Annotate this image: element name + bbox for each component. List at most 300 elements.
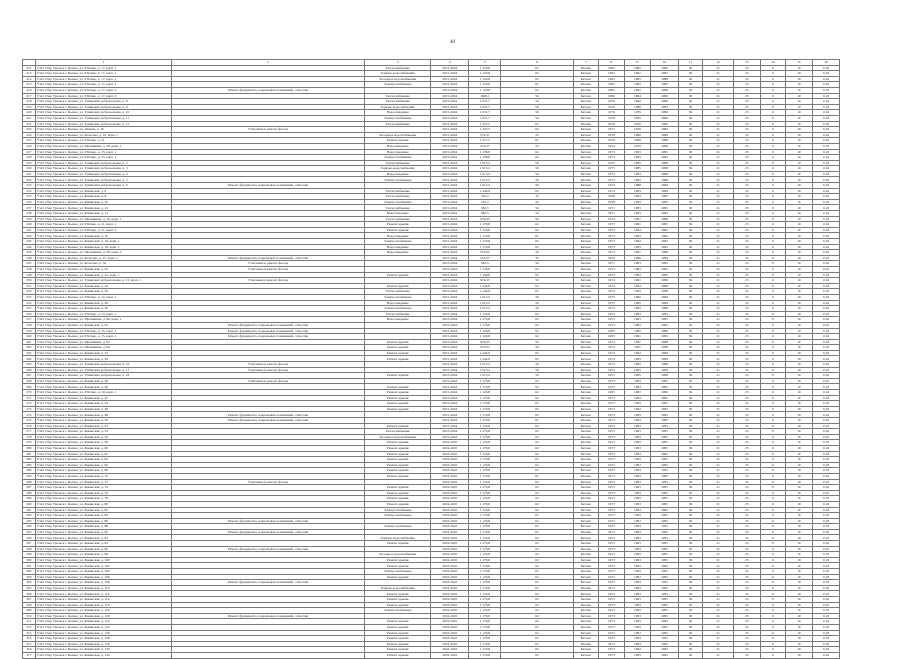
table-cell: 1995	[651, 602, 679, 608]
table-cell: 50	[678, 574, 702, 580]
table-cell: 0	[760, 82, 786, 88]
table-cell: Водоотведение	[365, 250, 431, 256]
table-cell: 21	[703, 445, 734, 451]
table-cell: 1973	[599, 418, 625, 424]
table-cell: 1995	[651, 619, 679, 625]
table-cell: Водоотведение	[365, 171, 431, 177]
table-cell: 2016-2045	[431, 613, 469, 619]
table-cell: 2015-2044	[431, 110, 469, 116]
table-cell: 221	[23, 115, 36, 121]
table-cell: 62	[501, 597, 573, 603]
table-cell: 25	[734, 71, 761, 77]
table-cell: 0	[760, 636, 786, 642]
table-cell: 50	[678, 418, 702, 424]
table-cell: 62	[501, 233, 573, 239]
table-cell: 1965	[599, 71, 625, 77]
table-cell: 0	[760, 434, 786, 440]
table-cell: 1973	[599, 451, 625, 457]
table-cell: 56	[501, 261, 573, 267]
table-cell: 0,16	[812, 278, 840, 284]
table-cell: 1965	[624, 82, 651, 88]
table-cell: 21	[703, 563, 734, 569]
table-cell: 1993	[624, 608, 651, 614]
table-cell: 21	[703, 160, 734, 166]
table-cell: 21	[703, 557, 734, 563]
table-cell: 2016-2045	[431, 552, 469, 558]
table-cell: 301	[23, 563, 36, 569]
table-cell: 1995	[651, 630, 679, 636]
table-cell: 21	[703, 110, 734, 116]
table-cell: 1993	[624, 283, 651, 289]
table-cell: 1973	[599, 272, 625, 278]
table-cell: 1993	[624, 429, 651, 435]
table-cell: 0,16	[812, 350, 840, 356]
table-cell: 1995	[624, 373, 651, 379]
table-cell: 50	[678, 244, 702, 250]
table-cell: 1 170,8	[469, 652, 501, 658]
table-cell: 21	[703, 289, 734, 295]
table-cell: 0,16	[812, 501, 840, 507]
table-cell: 10	[786, 395, 813, 401]
table-cell: 1975	[599, 171, 625, 177]
table-cell: 50	[678, 613, 702, 619]
table-cell: 0	[760, 563, 786, 569]
table-cell: 21	[703, 261, 734, 267]
table-cell: 25	[734, 205, 761, 211]
table-cell: Ремонт фундамента, подвальных помещений, отмостки	[171, 418, 364, 424]
table-cell: 2015-2044	[431, 138, 469, 144]
table-cell: 1995	[651, 440, 679, 446]
table-cell: 21	[703, 345, 734, 351]
table-cell: 32	[501, 199, 573, 205]
table-cell: Бетонн	[573, 339, 599, 345]
table-cell: 1993	[624, 563, 651, 569]
table-cell: 0	[760, 250, 786, 256]
table-cell: 10	[786, 641, 813, 647]
table-cell: 0	[760, 485, 786, 491]
table-cell: 1973	[599, 227, 625, 233]
table-cell: 21	[703, 378, 734, 384]
table-cell: 1973	[599, 149, 625, 155]
table-cell: 50	[678, 518, 702, 524]
table-cell: 25	[734, 132, 761, 138]
table-cell: 1993	[624, 239, 651, 245]
table-cell: 257	[23, 317, 36, 323]
table-cell: 1973	[599, 311, 625, 317]
table-cell: 21	[703, 350, 734, 356]
table-cell: 1985	[624, 76, 651, 82]
table-cell: 1993	[624, 652, 651, 658]
table-cell: 56	[501, 104, 573, 110]
table-cell: Учёт Сбер Уральск г. Кызыл, ул. Тувинских добровольцев, д. 10	[35, 110, 171, 116]
table-cell: 0	[760, 630, 786, 636]
table-cell: 1995	[651, 597, 679, 603]
table-cell: 50	[678, 104, 702, 110]
table-cell: 0	[760, 99, 786, 105]
table-cell: 1995	[651, 334, 679, 340]
table-cell: 1993	[624, 244, 651, 250]
table-cell: 10	[786, 121, 813, 127]
table-cell: 0,16	[812, 272, 840, 278]
table-cell: Учёт Сбер Уральск г. Кызыл, ул. Бакинская, д. 12	[35, 205, 171, 211]
table-cell: 25	[734, 602, 761, 608]
table-cell: 21	[703, 501, 734, 507]
table-cell: 25	[734, 423, 761, 429]
table-cell: 21	[703, 87, 734, 93]
table-cell: 2015-2044	[431, 390, 469, 396]
table-cell: Бетонн	[573, 121, 599, 127]
table-cell: 1958	[599, 194, 625, 200]
table-cell: Бетонн	[573, 362, 599, 368]
table-cell: 0	[760, 328, 786, 334]
table-cell: 974,95	[469, 278, 501, 284]
table-cell: 62	[501, 546, 573, 552]
table-cell: Учёт Сбер Уральск г. Кызыл, ул. Р Батыр, д. 11, корп. 2	[35, 227, 171, 233]
table-cell: 279	[23, 440, 36, 446]
table-cell: 1 170,8	[469, 507, 501, 513]
table-cell: 2016-2045	[431, 602, 469, 608]
table-cell: 1 170,8	[469, 457, 501, 463]
table-cell: 0,16	[812, 630, 840, 636]
table-cell: 289	[23, 496, 36, 502]
table-cell: 0,16	[812, 250, 840, 256]
table-cell: 1973	[599, 597, 625, 603]
table-cell: 10	[786, 82, 813, 88]
table-cell: 1993	[624, 322, 651, 328]
table-cell: 10	[786, 580, 813, 586]
table-cell: 1 170,8	[469, 585, 501, 591]
table-cell: 0	[760, 183, 786, 189]
table-cell: 1995	[651, 211, 679, 217]
table-cell: 10	[786, 289, 813, 295]
table-cell: 62	[501, 468, 573, 474]
table-cell: 1993	[624, 451, 651, 457]
table-cell: 21	[703, 597, 734, 603]
table-cell: 25	[734, 143, 761, 149]
table-cell: 0,16	[812, 261, 840, 267]
table-cell: 248	[23, 266, 36, 272]
table-cell: 21	[703, 294, 734, 300]
table-cell: 0	[760, 132, 786, 138]
table-cell: 10	[786, 211, 813, 217]
table-cell: Учёт Сбер Уральск г. Кызыл, ул. Бакинская, д. 104	[35, 569, 171, 575]
table-cell: 262	[23, 345, 36, 351]
table-cell: 1998	[651, 289, 679, 295]
table-cell: 25	[734, 306, 761, 312]
table-cell: Водоотведение	[365, 300, 431, 306]
table-cell: 1993	[624, 395, 651, 401]
table-cell: 25	[734, 272, 761, 278]
table-cell: 1 015,2	[469, 306, 501, 312]
table-cell: 2015-2044	[431, 339, 469, 345]
table-cell: 1998	[651, 132, 679, 138]
table-cell: 1973	[599, 569, 625, 575]
table-cell: 1965	[599, 76, 625, 82]
table-cell: 2015-2044	[431, 406, 469, 412]
table-cell: 1973	[599, 591, 625, 597]
table-cell: 219	[23, 104, 36, 110]
table-cell: Ремонт крыши	[365, 406, 431, 412]
table-cell: 1995	[651, 641, 679, 647]
table-cell: 236	[23, 199, 36, 205]
table-cell: 10	[786, 115, 813, 121]
table-cell: 238	[23, 211, 36, 217]
table-cell: 10	[786, 188, 813, 194]
table-cell: 0,16	[812, 440, 840, 446]
table-cell: 10	[786, 619, 813, 625]
table-cell: Бетонн	[573, 132, 599, 138]
table-cell: 1990	[651, 328, 679, 334]
table-cell: Учёт Сбер Уральск г. Кызыл, ул. Тувинских добровольцев, д. 3	[35, 166, 171, 172]
table-cell: 2015-2044	[431, 177, 469, 183]
table-cell: 0	[760, 76, 786, 82]
table-cell: 10	[786, 244, 813, 250]
table-cell: Теплоснабжение	[365, 429, 431, 435]
table-cell: 1993	[624, 356, 651, 362]
table-cell: 1 170,8	[469, 317, 501, 323]
table-cell: Учёт Сбер Уральск г. Кызыл, ул. Бакинская, д. 76	[35, 490, 171, 496]
table-cell: 1988	[651, 76, 679, 82]
table-cell: 0	[760, 418, 786, 424]
table-cell: 25	[734, 171, 761, 177]
table-cell: 1971	[599, 211, 625, 217]
table-cell: 2015-2044	[431, 160, 469, 166]
table-cell: 21	[703, 244, 734, 250]
table-cell: 0,16	[812, 473, 840, 479]
table-cell: Бетонн	[573, 155, 599, 161]
table-cell: 62	[501, 630, 573, 636]
table-cell: 56	[501, 211, 573, 217]
table-cell: 0	[760, 115, 786, 121]
table-cell: 1 170,8	[469, 244, 501, 250]
table-cell: 1993	[624, 188, 651, 194]
table-cell: 62	[501, 65, 573, 71]
table-cell: 1995	[651, 608, 679, 614]
table-cell: 25	[734, 440, 761, 446]
table-cell: 1973	[599, 501, 625, 507]
table-cell: Бетонн	[573, 65, 599, 71]
table-cell: 312	[23, 624, 36, 630]
table-cell: 1 244,9	[469, 188, 501, 194]
table-cell: 21	[703, 630, 734, 636]
table-cell: 10	[786, 501, 813, 507]
table-cell: 21	[703, 211, 734, 217]
table-cell: Бетонн	[573, 563, 599, 569]
table-cell: 0	[760, 104, 786, 110]
table-cell: 21	[703, 155, 734, 161]
table-cell: 1 244,9	[469, 289, 501, 295]
table-cell: Электроснабжение	[365, 239, 431, 245]
table-cell: 295	[23, 529, 36, 535]
table-cell: 50	[678, 630, 702, 636]
table-cell: 21	[703, 367, 734, 373]
table-cell: 2015-2044	[431, 278, 469, 284]
table-cell: Ремонт крыши	[365, 423, 431, 429]
table-cell: 2016-2045	[431, 524, 469, 530]
table-cell: 0,16	[812, 339, 840, 345]
table-cell: 25	[734, 641, 761, 647]
table-cell: 1 031,7	[469, 110, 501, 116]
table-cell: 62	[501, 619, 573, 625]
table-cell: 266	[23, 367, 36, 373]
table-cell: Ремонт крыши	[365, 222, 431, 228]
table-cell: 267	[23, 373, 36, 379]
table-cell: 0,16	[812, 406, 840, 412]
table-cell: 1973	[599, 541, 625, 547]
table-cell: 25	[734, 328, 761, 334]
table-cell: 0	[760, 216, 786, 222]
table-cell: 0	[760, 222, 786, 228]
table-cell: 1996	[651, 121, 679, 127]
table-cell: 2016-2045	[431, 580, 469, 586]
table-cell: 62	[501, 652, 573, 658]
table-cell: Бетонн	[573, 188, 599, 194]
table-cell: 1 170,8	[469, 412, 501, 418]
table-cell: 62	[501, 322, 573, 328]
table-cell: 0	[760, 619, 786, 625]
table-cell: Ремонт крыши	[365, 636, 431, 642]
table-cell: 2015-2044	[431, 266, 469, 272]
table-cell: Учёт Сбер Уральск г. Кызыл, ул. Бакинская, д. 52	[35, 423, 171, 429]
table-cell: 284	[23, 468, 36, 474]
table-cell: 2016-2045	[431, 597, 469, 603]
table-cell: 1 170,8	[469, 602, 501, 608]
table-cell: 1973	[599, 429, 625, 435]
table-cell: 50	[678, 641, 702, 647]
table-cell: 1995	[651, 222, 679, 228]
table-cell: 1993	[624, 613, 651, 619]
table-cell: 50	[678, 177, 702, 183]
table-cell: 1992	[624, 99, 651, 105]
table-cell: 1993	[624, 597, 651, 603]
table-cell: 1965	[599, 328, 625, 334]
table-cell: 1993	[624, 289, 651, 295]
table-cell: 1990	[651, 93, 679, 99]
table-cell: 0	[760, 574, 786, 580]
table-cell: Водоотведение	[365, 233, 431, 239]
table-cell: 1995	[651, 82, 679, 88]
table-cell: Ремонт крыши	[365, 462, 431, 468]
table-cell: 1 129,8	[469, 71, 501, 77]
table-cell: 62	[501, 535, 573, 541]
table-cell: Учёт Сбер Уральск г. Кызыл, ул. Бакинская, д. 126	[35, 630, 171, 636]
table-cell: 270	[23, 390, 36, 396]
table-cell: 10	[786, 93, 813, 99]
table-cell: 21	[703, 479, 734, 485]
table-cell: 1 170,8	[469, 485, 501, 491]
table-cell: Бетонн	[573, 171, 599, 177]
table-cell: 1993	[624, 485, 651, 491]
table-cell: 10	[786, 71, 813, 77]
table-cell: 297	[23, 541, 36, 547]
table-cell: 1 244,9	[469, 283, 501, 289]
table-cell: 1 015,2	[469, 300, 501, 306]
table-cell: 25	[734, 160, 761, 166]
table-cell: 50	[678, 552, 702, 558]
table-cell: 0,16	[812, 457, 840, 463]
table-cell: 1993	[624, 585, 651, 591]
table-cell: 0,16	[812, 591, 840, 597]
table-cell: 2015-2044	[431, 317, 469, 323]
table-cell: 21	[703, 199, 734, 205]
table-cell: 1995	[651, 194, 679, 200]
table-cell: 1975	[599, 362, 625, 368]
table-cell: 25	[734, 322, 761, 328]
table-cell: 50	[678, 199, 702, 205]
table-cell: Учёт Сбер Уральск г. Кызыл, ул. Щетинкина, д. 64	[35, 345, 171, 351]
table-cell: 21	[703, 401, 734, 407]
table-cell: 1998	[651, 143, 679, 149]
table-cell: 244	[23, 244, 36, 250]
table-cell: Учёт Сбер Уральск г. Кызыл, ул. Бакинская, д. 96	[35, 546, 171, 552]
table-cell: 0	[760, 569, 786, 575]
table-cell: 273	[23, 406, 36, 412]
table-cell: 62	[501, 608, 573, 614]
table-cell: 62	[501, 557, 573, 563]
table-cell: 10	[786, 451, 813, 457]
table-cell: 0	[760, 585, 786, 591]
table-cell: 1973	[599, 535, 625, 541]
table-cell: 286	[23, 479, 36, 485]
table-cell: 0,16	[812, 445, 840, 451]
table-cell: 1993	[624, 317, 651, 323]
table-cell: 2015-2044	[431, 300, 469, 306]
table-cell: 0,16	[812, 624, 840, 630]
table-cell: 1 129,8	[469, 334, 501, 340]
table-cell: 1 170,8	[469, 591, 501, 597]
table-cell: 25	[734, 350, 761, 356]
table-cell: 62	[501, 283, 573, 289]
table-cell: 1965	[599, 82, 625, 88]
table-cell: 50	[678, 636, 702, 642]
table-cell: Учёт Сбер Уральск г. Кызыл, ул. Бакинская, д. 124	[35, 624, 171, 630]
table-cell: Бетонн	[573, 317, 599, 323]
table-cell: 1982	[624, 390, 651, 396]
table-cell: 21	[703, 608, 734, 614]
table-cell: Бетонн	[573, 412, 599, 418]
table-cell: 21	[703, 384, 734, 390]
table-cell: 1 170,8	[469, 462, 501, 468]
table-cell: 251	[23, 283, 36, 289]
table-cell: 1998	[651, 183, 679, 189]
table-cell: 62	[501, 479, 573, 485]
table-cell: Бетонн	[573, 350, 599, 356]
table-cell: 1 327,5	[469, 121, 501, 127]
table-cell: 25	[734, 395, 761, 401]
table-cell: 25	[734, 513, 761, 519]
table-cell: 50	[678, 406, 702, 412]
table-cell: 0,16	[812, 569, 840, 575]
table-cell: 2015-2044	[431, 127, 469, 133]
table-cell: Бетонн	[573, 473, 599, 479]
table-cell: 1995	[624, 177, 651, 183]
table-cell: 0	[760, 289, 786, 295]
table-cell: 1993	[624, 149, 651, 155]
table-cell: 62	[501, 507, 573, 513]
header-cell: 12	[703, 60, 734, 66]
table-cell: 2016-2045	[431, 501, 469, 507]
table-cell: 50	[678, 261, 702, 267]
table-cell: 1998	[651, 345, 679, 351]
table-cell: 10	[786, 485, 813, 491]
table-cell: 1 170,8	[469, 311, 501, 317]
table-cell: 10	[786, 294, 813, 300]
table-cell: 62	[501, 384, 573, 390]
table-cell: 0	[760, 384, 786, 390]
table-cell: 25	[734, 82, 761, 88]
table-cell: 0,16	[812, 132, 840, 138]
table-cell: Бетонн	[573, 585, 599, 591]
